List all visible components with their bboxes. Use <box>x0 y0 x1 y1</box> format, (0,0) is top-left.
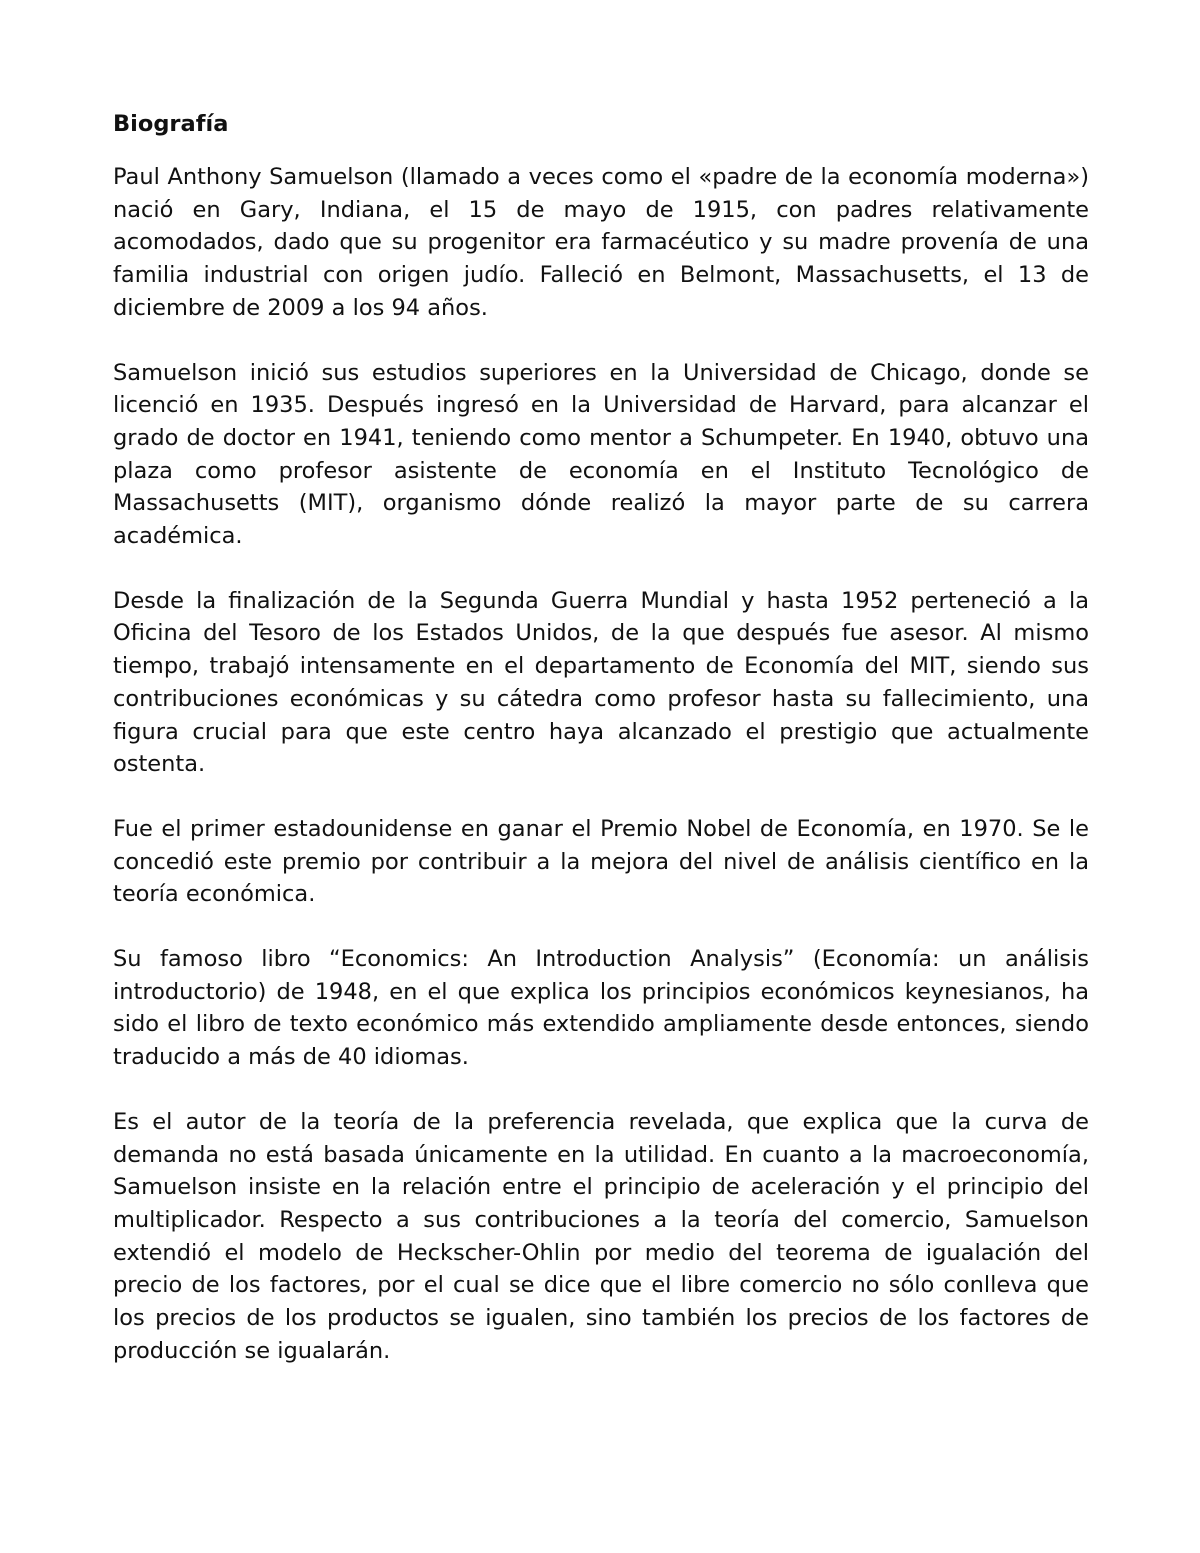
paragraph-career: Desde la finalización de la Segunda Guerra Mundial y hasta 1952 perteneció a la Oficina del Tesoro de los Estados Unidos, de la que después fue asesor. Al mismo tiempo, trabajó intensamente en el departamento de Economía del MIT, siendo sus contribuciones económicas y su cátedra como profesor hasta su fallecimiento, una figura crucial para que este centro haya alcanzado el prestigio que actualmente ostenta. <box>113 587 1089 778</box>
paragraph-education: Samuelson inició sus estudios superiores en la Universidad de Chicago, donde se licenció en 1935. Después ingresó en la Universidad de Harvard, para alcanzar el grado de doctor en 1941, teniendo como mentor a Schumpeter. En 1940, obtuvo una plaza como profesor asistente de economía en el Instituto Tecnológico de Massachusetts (MIT), organismo dónde realizó la mayor parte de su carrera académica. <box>113 359 1089 550</box>
paragraph-nobel: Fue el primer estadounidense en ganar el Premio Nobel de Economía, en 1970. Se le concedió este premio por contribuir a la mejora del nivel de análisis científico en la teoría económica. <box>113 815 1089 908</box>
document-title: Biografía <box>113 111 229 137</box>
paragraph-early-life: Paul Anthony Samuelson (llamado a veces como el «padre de la economía moderna») nació en Gary, Indiana, el 15 de mayo de 1915, con padres relativamente acomodados, dado que su progenitor era farmacéutico y su madre provenía de una familia industrial con origen judío. Falleció en Belmont, Massachusetts, el 13 de diciembre de 2009 a los 94 años. <box>113 164 1089 321</box>
paragraph-theory: Es el autor de la teoría de la preferencia revelada, que explica que la curva de demanda no está basada únicamente en la utilidad. En cuanto a la macroeconomía, Samuelson insiste en la relación entre el principio de aceleración y el principio del multiplicador. Respecto a sus contribuciones a la teoría del comercio, Samuelson extendió el modelo de Heckscher-Ohlin por medio del teorema de igualación del precio de los factores, por el cual se dice que el libre comercio no sólo conlleva que los precios de los productos se igualen, sino también los precios de los factores de producción se igualarán. <box>113 1108 1089 1364</box>
paragraph-book: Su famoso libro “Economics: An Introduction Analysis” (Economía: un análisis introductorio) de 1948, en el que explica los principios económicos keynesianos, ha sido el libro de texto económico más extendido ampliamente desde entonces, siendo traducido a más de 40 idiomas. <box>113 946 1089 1071</box>
document-page <box>113 108 1089 1368</box>
